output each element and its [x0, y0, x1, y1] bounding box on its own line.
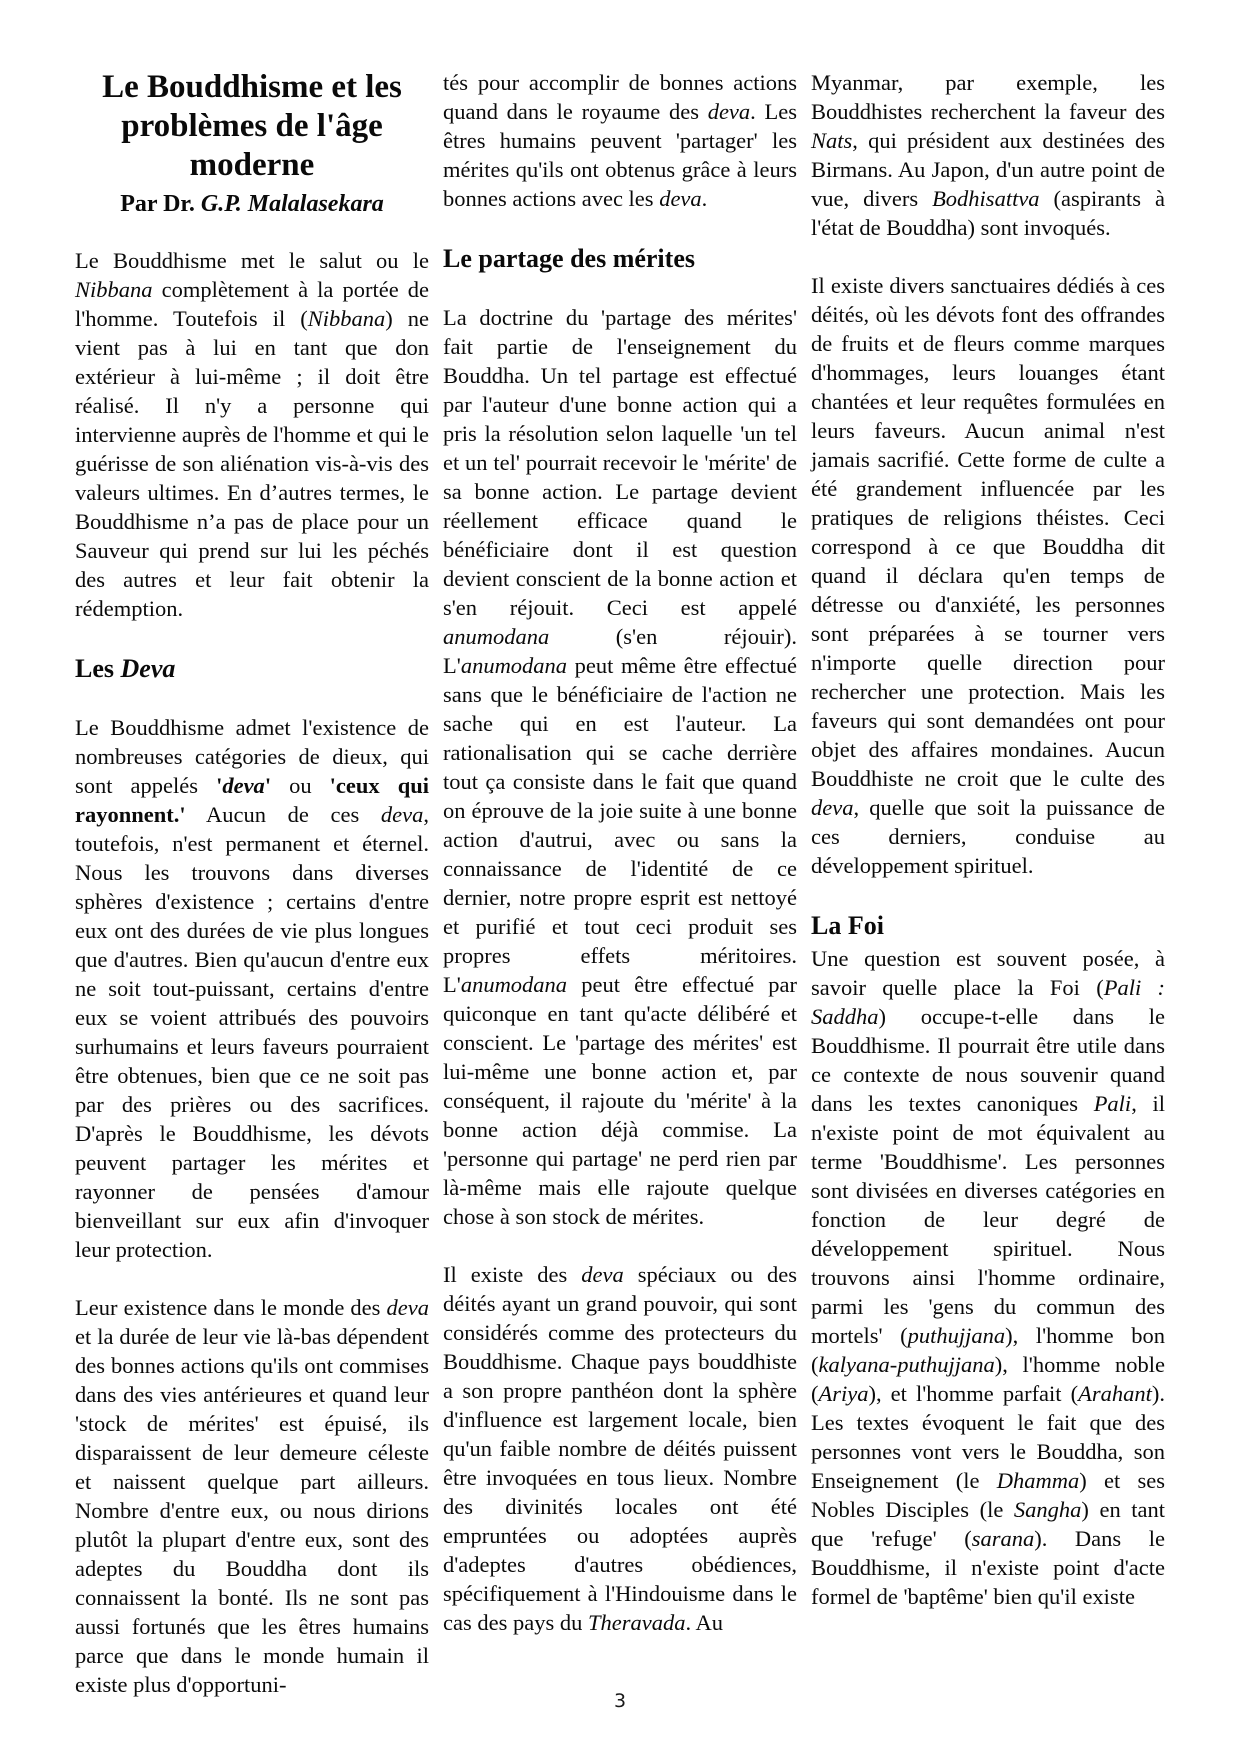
section-heading-les-deva: Les Deva	[75, 654, 176, 683]
paragraph-bonnes-actions-suite: tés pour accomplir de bonnes actions quand dans le royaume des deva. Les êtres humains peuvent 'partager' les mérites qu'ils ont obtenus grâce à leurs bonnes actions avec les deva.	[443, 70, 797, 211]
section-heading-la-foi: La Foi	[811, 911, 884, 940]
page-number: 3	[613, 1690, 627, 1712]
column-left	[75, 68, 429, 1699]
paragraph-deva-speciaux: Il existe des deva spéciaux ou des déités ayant un grand pouvoir, qui sont considérés comme des protecteurs du Bouddhisme. Chaque pays bouddhiste a son propre panthéon dont la sphère d'influence est largement locale, bien qu'un faible nombre de déités puissent être invoquées en tous lieux. Nombre des divinités locales ont été empruntées ou adoptées auprès d'adeptes d'autres obédiences, spécifiquement à l'Hindouisme dans le cas des pays du Theravada. Au	[443, 1262, 797, 1635]
column-right	[811, 68, 1165, 1611]
paragraph-categories-de-dieux: Le Bouddhisme admet l'existence de nombreuses catégories de dieux, qui sont appelés 'deva' ou 'ceux qui rayonnent.' Aucun de ces deva, toutefois, n'est permanent et éternel. Nous les trouvons dans diverses sphères d'existence ; certains d'entre eux ont des durées de vie plus longues que d'autres. Bien qu'aucun d'entre eux ne soit tout-puissant, certains d'entre eux se voient attribués des pouvoirs surhumains et leurs faveurs pourraient être obtenues, bien que ce ne soit pas par des prières ou des sacrifices. D'après le Bouddhisme, les dévots peuvent partager les mérites et rayonner de pensées d'amour bienveillant sur eux afin d'invoquer leur protection.	[75, 715, 429, 1262]
article-title: Le Bouddhisme et les problèmes de l'âge moderne	[102, 69, 402, 183]
section-heading-partage-des-merites: Le partage des mérites	[443, 244, 695, 273]
article-byline: Par Dr. G.P. Malalasekara	[120, 191, 384, 217]
paragraph-sanctuaires: Il existe divers sanctuaires dédiés à ces déités, où les dévots font des offrandes de fruits et de fleurs comme marques d'hommages, leurs louanges étant chantées et leur requêtes formulées en leurs faveurs. Aucun animal n'est jamais sacrifié. Cette forme de culte a été grandement influencée par les pratiques de religions théistes. Ceci correspond à ce que Bouddha dit quand il déclara qu'en temps de détresse ou d'anxiété, les personnes sont préparées à se tourner vers n'importe quelle direction pour rechercher une protection. Mais les faveurs qui sont demandées ont pour objet des affaires mondaines. Aucun Bouddhiste ne croit que le culte des deva, quelle que soit la puissance de ces derniers, conduise au développement spirituel.	[811, 273, 1165, 878]
column-middle	[443, 68, 797, 1637]
paragraph-salut-nibbana: Le Bouddhisme met le salut ou le Nibbana complètement à la portée de l'homme. Toutefois il (Nibbana) ne vient pas à lui en tant que don extérieur à lui-même ; il doit être réalisé. Il n'y a personne qui intervienne auprès de l'homme et qui le guérisse de son aliénation vis-à-vis des valeurs ultimes. En d’autres termes, le Bouddhisme n’a pas de place pour un Sauveur qui prend sur lui les péchés des autres et leur fait obtenir la rédemption.	[75, 248, 429, 621]
article-columns	[75, 68, 1165, 1699]
paragraph-question-foi: Une question est souvent posée, à savoir quelle place la Foi (Pali : Saddha) occupe-t-elle dans le Bouddhisme. Il pourrait être utile dans ce contexte de nous souvenir quand dans les textes canoniques Pali, il n'existe point de mot équivalent au terme 'Bouddhisme'. Les personnes sont divisées en diverses catégories en fonction de leur degré de développement spirituel. Nous trouvons ainsi l'homme ordinaire, parmi les 'gens du commun des mortels' (puthujjana), l'homme bon (kalyana-puthujjana), l'homme noble (Ariya), et l'homme parfait (Arahant). Les textes évoquent le fait que des personnes vont vers le Bouddha, son Enseignement (le Dhamma) et ses Nobles Disciples (le Sangha) en tant que 'refuge' (sarana). Dans le Bouddhisme, il n'existe point d'acte formel de 'baptême' bien qu'il existe	[811, 946, 1165, 1609]
paragraph-myanmar-nats: Myanmar, par exemple, les Bouddhistes recherchent la faveur des Nats, qui président aux destinées des Birmans. Au Japon, d'un autre point de vue, divers Bodhisattva (aspirants à l'état de Bouddha) sont invoqués.	[811, 70, 1165, 240]
paragraph-existence-monde-deva: Leur existence dans le monde des deva et la durée de leur vie là-bas dépendent des bonnes actions qu'ils ont commises dans des vies antérieures et quand leur 'stock de mérites' est épuisé, ils disparaissent de leur demeure céleste et naissent quelque part ailleurs. Nombre d'entre eux, ou nous dirions plutôt la plupart d'entre eux, sont des adeptes du Bouddha dont ils connaissent la bonté. Ils ne sont pas aussi fortunés que les êtres humains parce que dans le monde humain il existe plus d'opportuni-	[75, 1295, 429, 1697]
paragraph-doctrine-partage: La doctrine du 'partage des mérites' fait partie de l'enseignement du Bouddha. Un tel partage est effectué par l'auteur d'une bonne action qui a pris la résolution selon laquelle 'un tel et un tel' pourrait recevoir le 'mérite' de sa bonne action. Le partage devient réellement efficace quand le bénéficiaire dont il est question devient conscient de la bonne action et s'en réjouit. Ceci est appelé anumodana (s'en réjouir). L'anumodana peut même être effectué sans que le bénéficiaire de l'action ne sache qui en est l'auteur. La rationalisation qui se cache derrière tout ça consiste dans le fait que quand on éprouve de la joie suite à une bonne action d'autrui, avec ou sans la connaissance de l'identité de ce dernier, notre propre esprit est nettoyé et purifié et tout ceci produit ses propres effets méritoires. L'anumodana peut être effectué par quiconque en tant qu'acte délibéré et conscient. Le 'partage des mérites' est lui-même une bonne action et, par conséquent, il rajoute du 'mérite' à la bonne action déjà commise. La 'personne qui partage' ne perd rien par là-même mais elle rajoute quelque chose à son stock de mérites.	[443, 305, 797, 1229]
